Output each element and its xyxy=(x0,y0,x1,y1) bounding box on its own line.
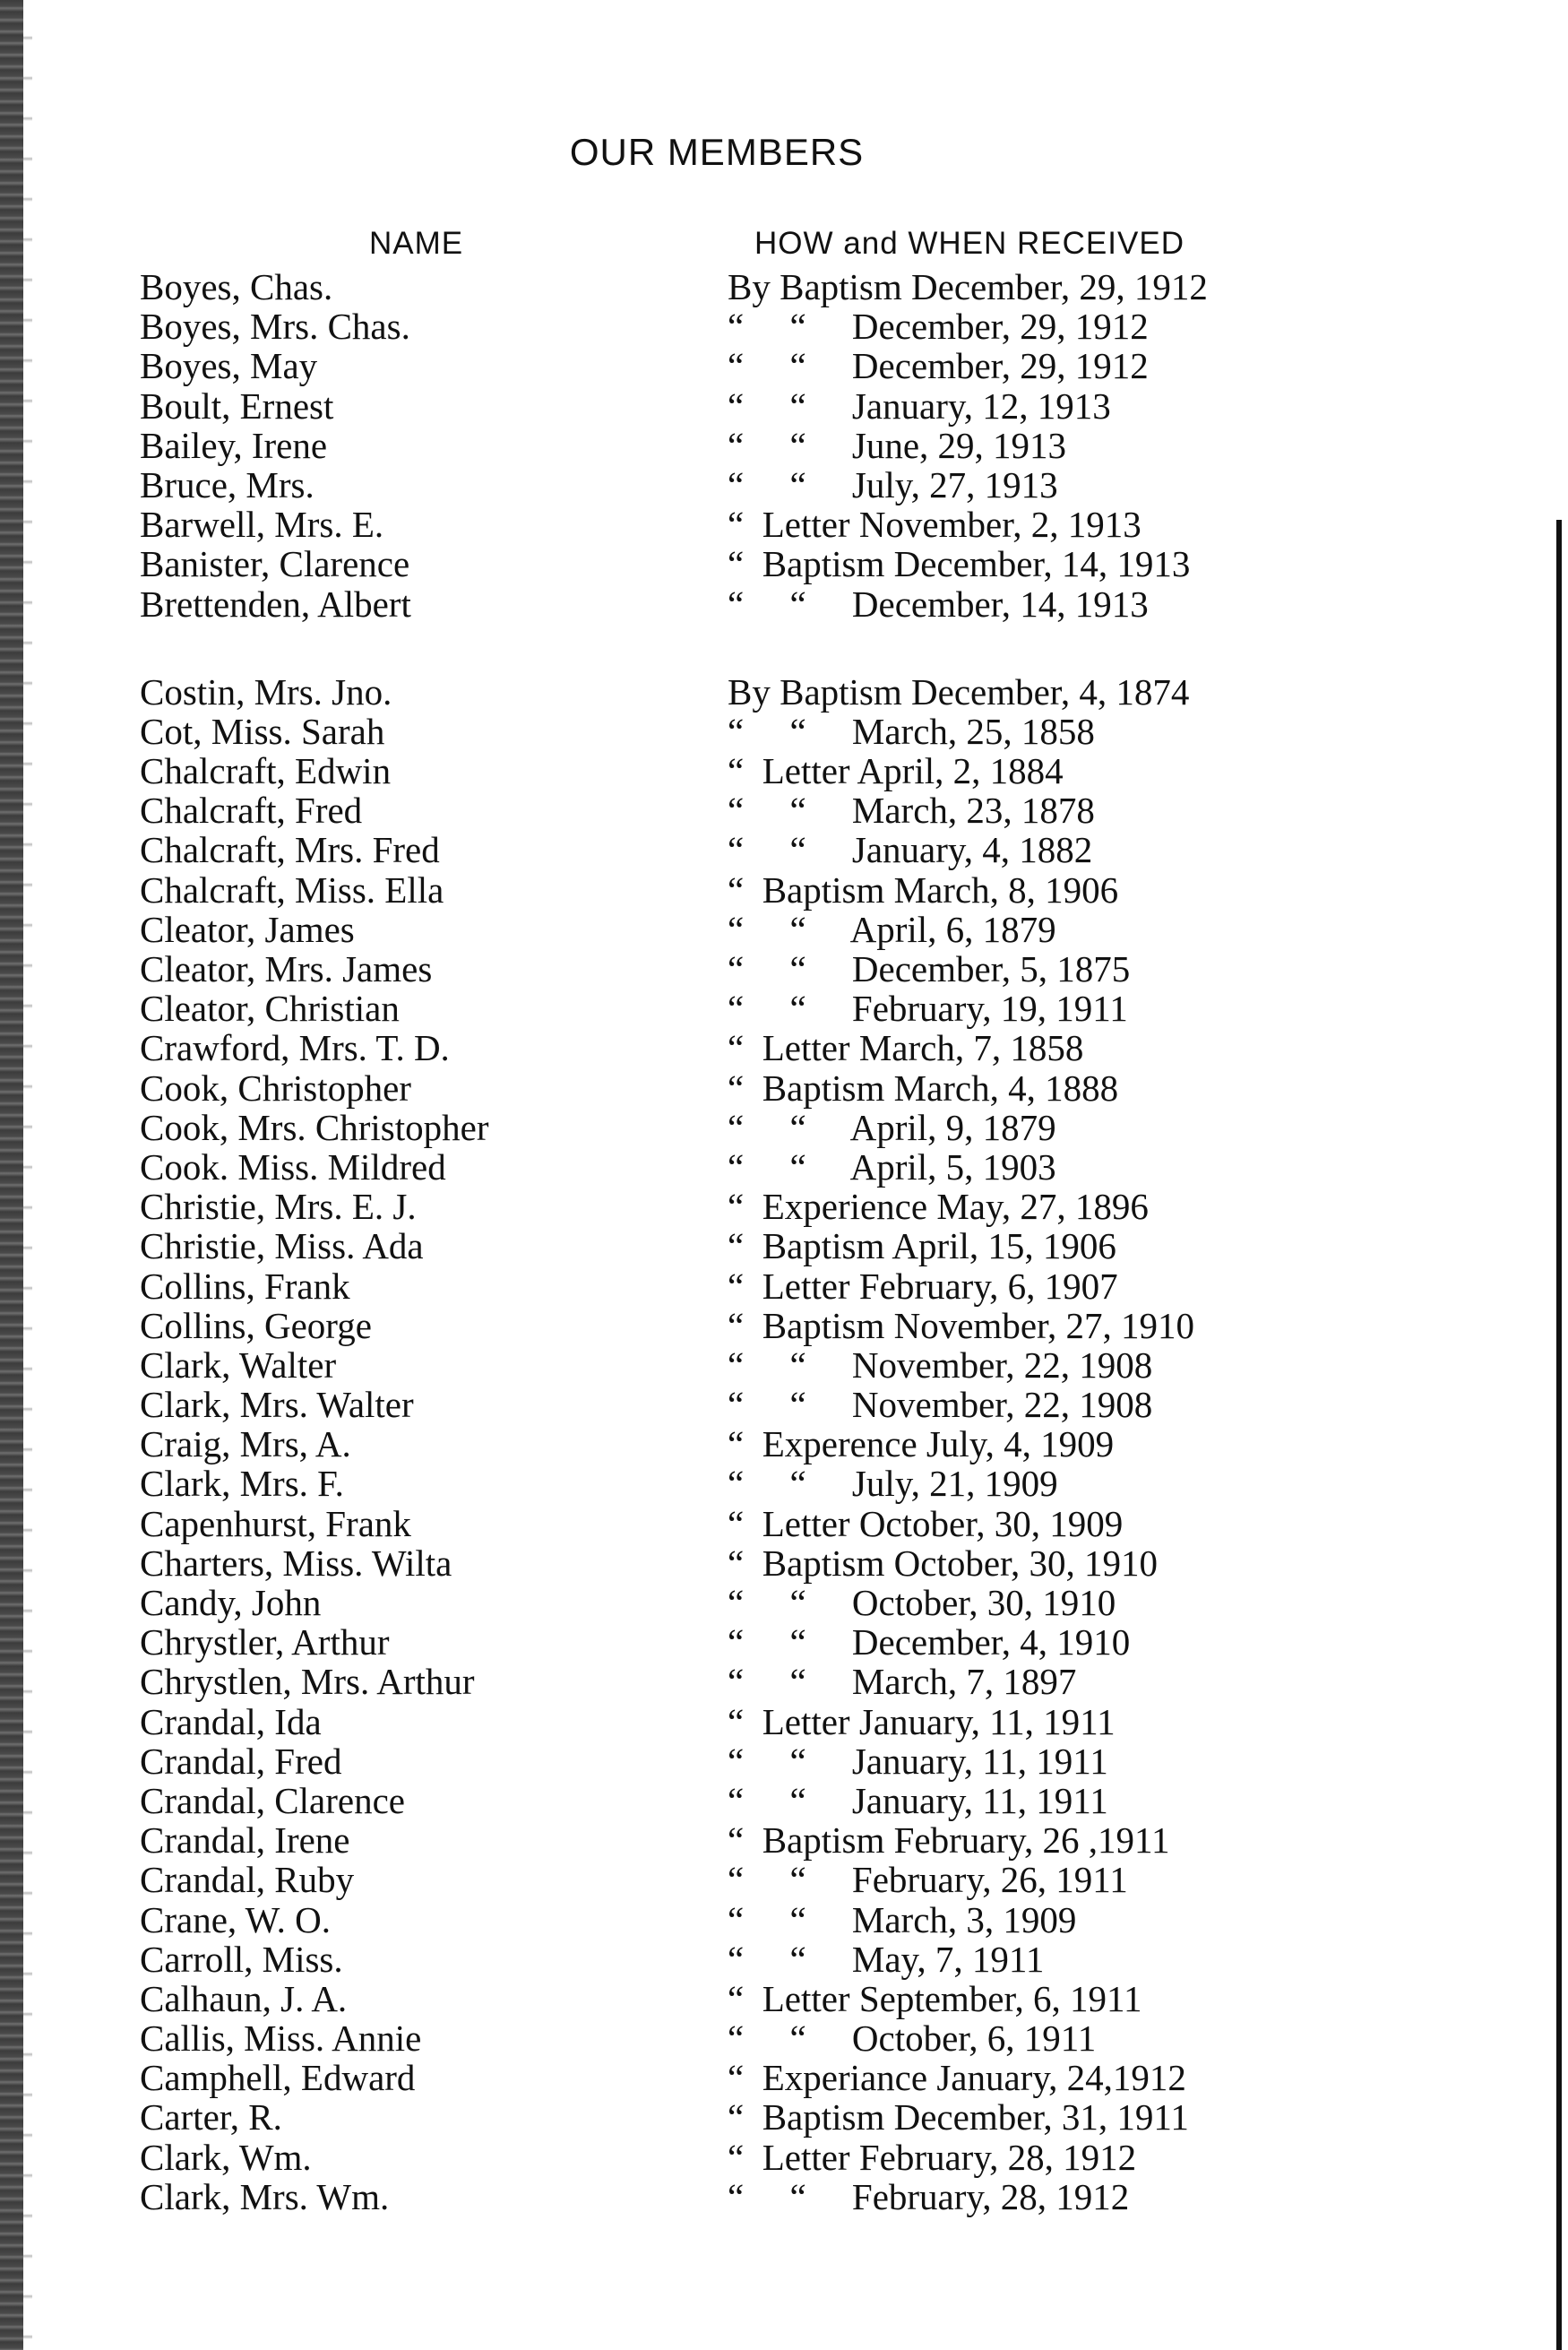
member-name: Clark, Walter xyxy=(140,1343,337,1386)
member-row xyxy=(0,307,1568,346)
member-row xyxy=(0,1820,1568,1860)
member-name: Calhaun, J. A. xyxy=(140,1977,348,2019)
member-row xyxy=(0,2097,1568,2137)
member-received: “ Letter April, 2, 1884 xyxy=(728,750,1064,792)
member-name: Cleator, Mrs. James xyxy=(140,948,433,989)
member-received: “ Letter March, 7, 1858 xyxy=(728,1027,1084,1069)
member-received: “ Baptism December, 31, 1911 xyxy=(728,2096,1189,2138)
member-name: Barwell, Mrs. E. xyxy=(140,504,384,546)
member-name: Camphell, Edward xyxy=(140,2057,416,2099)
member-row xyxy=(0,1187,1568,1226)
member-name: Crane, W. O. xyxy=(140,1898,331,1940)
member-row xyxy=(0,1306,1568,1345)
member-row xyxy=(0,1385,1568,1424)
member-row xyxy=(0,1702,1568,1741)
member-received: “ Baptism November, 27, 1910 xyxy=(728,1304,1195,1346)
member-received: “ Experience May, 27, 1896 xyxy=(728,1186,1149,1228)
member-row xyxy=(0,1940,1568,1979)
member-received: “ Letter January, 11, 1911 xyxy=(728,1700,1116,1742)
member-name: Clark, Mrs. Wm. xyxy=(140,2175,390,2217)
member-row xyxy=(0,584,1568,624)
member-received: By Baptism December, 4, 1874 xyxy=(728,670,1190,713)
member-name: Callis, Miss. Annie xyxy=(140,2017,422,2060)
member-received: “ Letter November, 2, 1913 xyxy=(728,504,1142,546)
member-name: Carter, R. xyxy=(140,2096,282,2138)
member-row xyxy=(0,830,1568,869)
member-row xyxy=(0,465,1568,505)
member-received: “ “ March, 3, 1909 xyxy=(728,1898,1077,1940)
member-name: Boyes, Chas. xyxy=(140,266,333,307)
member-received: “ “ July, 21, 1909 xyxy=(728,1463,1058,1505)
member-row xyxy=(0,1662,1568,1701)
member-row xyxy=(0,1979,1568,2018)
member-name: Carroll, Miss. xyxy=(140,1938,343,1980)
member-received: “ “ December, 14, 1913 xyxy=(728,583,1149,625)
member-row xyxy=(0,505,1568,544)
member-name: Boyes, May xyxy=(140,345,318,387)
member-received: By Baptism December, 29, 1912 xyxy=(728,266,1208,307)
member-received: “ “ April, 5, 1903 xyxy=(728,1145,1056,1188)
member-received: “ “ January, 11, 1911 xyxy=(728,1740,1108,1782)
member-row xyxy=(0,1147,1568,1187)
member-row xyxy=(0,1583,1568,1622)
member-received: “ “ December, 4, 1910 xyxy=(728,1621,1131,1663)
member-received: “ “ January, 12, 1913 xyxy=(728,384,1111,427)
member-row xyxy=(0,2018,1568,2058)
member-name: Cook, Mrs. Christopher xyxy=(140,1106,489,1148)
member-received: “ “ October, 30, 1910 xyxy=(728,1582,1116,1623)
member-received: “ “ February, 26, 1911 xyxy=(728,1859,1128,1901)
member-name: Cook, Christopher xyxy=(140,1067,411,1109)
member-received: “ Experence July, 4, 1909 xyxy=(728,1423,1115,1465)
member-name: Chalcraft, Mrs. Fred xyxy=(140,829,440,871)
member-row xyxy=(0,870,1568,910)
member-received: “ “ February, 28, 1912 xyxy=(728,2175,1130,2217)
member-name: Brettenden, Albert xyxy=(140,583,411,625)
member-name: Cleator, Christian xyxy=(140,988,400,1030)
member-name: Bruce, Mrs. xyxy=(140,463,314,505)
member-received: “ Letter February, 28, 1912 xyxy=(728,2136,1137,2178)
member-name: Banister, Clarence xyxy=(140,543,410,585)
member-name: Christie, Mrs. E. J. xyxy=(140,1186,417,1228)
page-title: OUR MEMBERS xyxy=(569,131,865,173)
member-received: “ “ December, 5, 1875 xyxy=(728,948,1131,989)
column-header-how-received: HOW and WHEN RECEIVED xyxy=(754,226,1185,261)
member-received: “ “ November, 22, 1908 xyxy=(728,1343,1153,1386)
member-received: “ “ December, 29, 1912 xyxy=(728,306,1149,348)
member-received: “ Baptism December, 14, 1913 xyxy=(728,543,1191,585)
member-received: “ Letter October, 30, 1909 xyxy=(728,1502,1124,1544)
member-received: “ “ April, 6, 1879 xyxy=(728,908,1056,950)
member-received: “ “ March, 25, 1858 xyxy=(728,710,1095,752)
member-row xyxy=(0,672,1568,712)
member-name: Chrystler, Arthur xyxy=(140,1621,390,1663)
member-name: Crandal, Fred xyxy=(140,1740,342,1782)
member-name: Charters, Miss. Wilta xyxy=(140,1542,452,1584)
member-received: “ “ May, 7, 1911 xyxy=(728,1938,1045,1980)
member-received: “ “ January, 4, 1882 xyxy=(728,829,1093,871)
member-received: “ Baptism March, 8, 1906 xyxy=(728,868,1119,911)
member-row xyxy=(0,1266,1568,1306)
member-row xyxy=(0,791,1568,830)
member-received: “ “ March, 7, 1897 xyxy=(728,1661,1077,1703)
member-received: “ “ December, 29, 1912 xyxy=(728,345,1149,387)
member-received: “ Experiance January, 24,1912 xyxy=(728,2057,1186,2099)
member-name: Boult, Ernest xyxy=(140,384,334,427)
member-row xyxy=(0,2138,1568,2177)
member-row xyxy=(0,1345,1568,1385)
member-row xyxy=(0,346,1568,385)
member-name: Craig, Mrs, A. xyxy=(140,1423,351,1465)
member-received: “ Letter February, 6, 1907 xyxy=(728,1265,1118,1307)
member-row xyxy=(0,1424,1568,1464)
member-name: Clark, Wm. xyxy=(140,2136,312,2178)
member-row xyxy=(0,1622,1568,1662)
member-received: “ Baptism October, 30, 1910 xyxy=(728,1542,1159,1584)
member-name: Bailey, Irene xyxy=(140,424,328,466)
member-row xyxy=(0,386,1568,426)
member-row xyxy=(0,1741,1568,1781)
member-name: Cot, Miss. Sarah xyxy=(140,710,385,752)
member-name: Chrystlen, Mrs. Arthur xyxy=(140,1661,475,1703)
member-name: Christie, Miss. Ada xyxy=(140,1225,424,1267)
member-row xyxy=(0,1068,1568,1108)
member-received: “ “ June, 29, 1913 xyxy=(728,424,1067,466)
member-name: Costin, Mrs. Jno. xyxy=(140,670,392,713)
member-received: “ “ April, 9, 1879 xyxy=(728,1106,1056,1148)
member-name: Cleator, James xyxy=(140,908,355,950)
member-name: Cook. Miss. Mildred xyxy=(140,1145,446,1188)
member-name: Crandal, Ruby xyxy=(140,1859,355,1901)
member-name: Crandal, Irene xyxy=(140,1819,350,1862)
member-name: Chalcraft, Fred xyxy=(140,790,363,832)
member-row xyxy=(0,1504,1568,1543)
member-name: Crandal, Ida xyxy=(140,1700,322,1742)
member-received: “ Baptism February, 26 ,1911 xyxy=(728,1819,1170,1862)
member-row xyxy=(0,2177,1568,2216)
member-received: “ “ July, 27, 1913 xyxy=(728,463,1058,505)
member-name: Clark, Mrs. F. xyxy=(140,1463,344,1505)
group-separator xyxy=(0,624,1568,672)
member-row xyxy=(0,426,1568,465)
member-name: Crawford, Mrs. T. D. xyxy=(140,1027,450,1069)
member-row xyxy=(0,1226,1568,1266)
member-row xyxy=(0,1028,1568,1067)
member-row xyxy=(0,1900,1568,1940)
member-received: “ “ February, 19, 1911 xyxy=(728,988,1128,1030)
member-name: Chalcraft, Edwin xyxy=(140,750,392,792)
member-row xyxy=(0,544,1568,583)
member-name: Crandal, Clarence xyxy=(140,1779,405,1821)
member-received: “ Letter September, 6, 1911 xyxy=(728,1977,1142,2019)
member-row xyxy=(0,1781,1568,1820)
member-row xyxy=(0,1543,1568,1583)
member-name: Collins, George xyxy=(140,1304,372,1346)
member-row xyxy=(0,751,1568,791)
member-row xyxy=(0,1108,1568,1147)
member-row xyxy=(0,1860,1568,1899)
member-row xyxy=(0,910,1568,949)
member-row xyxy=(0,2058,1568,2097)
member-name: Clark, Mrs. Walter xyxy=(140,1384,414,1426)
member-received: “ “ November, 22, 1908 xyxy=(728,1384,1153,1426)
member-received: “ Baptism April, 15, 1906 xyxy=(728,1225,1116,1267)
member-list xyxy=(0,267,1568,2216)
member-row xyxy=(0,267,1568,307)
member-name: Boyes, Mrs. Chas. xyxy=(140,306,410,348)
member-received: “ Baptism March, 4, 1888 xyxy=(728,1067,1119,1109)
member-received: “ “ January, 11, 1911 xyxy=(728,1779,1108,1821)
member-row xyxy=(0,989,1568,1028)
member-row xyxy=(0,949,1568,989)
member-name: Chalcraft, Miss. Ella xyxy=(140,868,444,911)
member-received: “ “ October, 6, 1911 xyxy=(728,2017,1097,2060)
column-header-name: NAME xyxy=(369,226,464,261)
member-received: “ “ March, 23, 1878 xyxy=(728,790,1095,832)
member-name: Collins, Frank xyxy=(140,1265,350,1307)
member-row xyxy=(0,712,1568,751)
member-row xyxy=(0,1464,1568,1503)
member-name: Candy, John xyxy=(140,1582,322,1623)
member-name: Capenhurst, Frank xyxy=(140,1502,411,1544)
